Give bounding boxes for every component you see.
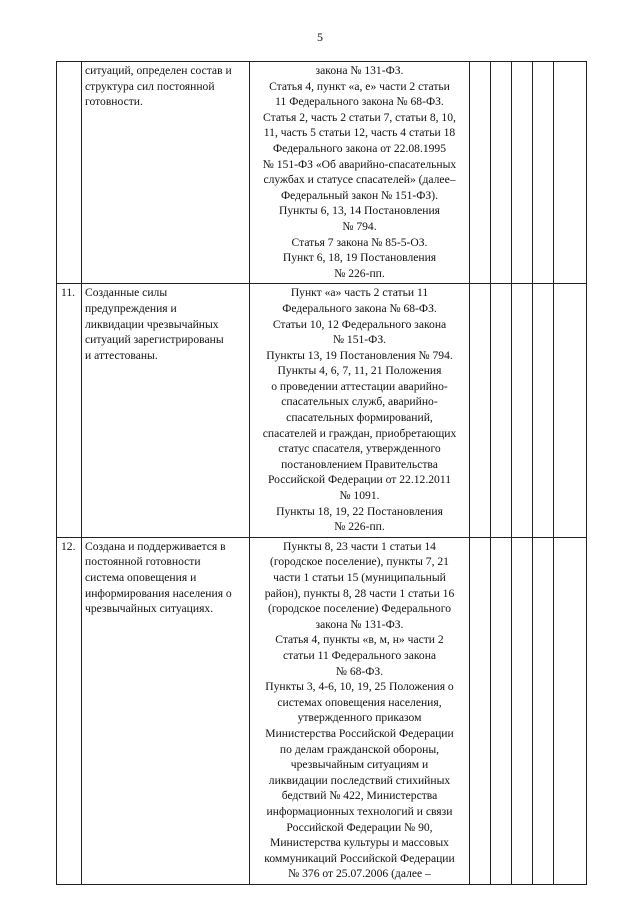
legal-basis-line: Министерства Российской Федерации <box>265 726 454 740</box>
table-row <box>57 537 587 884</box>
legal-basis-cell <box>250 284 470 538</box>
legal-basis-line: утвержденного приказом <box>297 711 422 725</box>
answer-cell <box>533 62 554 284</box>
legal-basis-line: коммуникаций Российской Федерации <box>264 851 455 865</box>
legal-basis-line: информационных технологий и связи <box>266 804 453 818</box>
answer-cell <box>491 284 512 538</box>
legal-basis-line: № 376 от 25.07.2006 (далее – <box>288 867 431 881</box>
legal-basis-line: № 68-ФЗ. <box>335 664 384 678</box>
legal-basis-line: Пункт «а» часть 2 статьи 11 <box>290 286 429 300</box>
answer-cell <box>512 284 533 538</box>
answer-cell <box>554 537 587 884</box>
legal-basis-line: Статья 4, пункты «в, м, н» части 2 <box>275 633 444 647</box>
legal-basis-line: Федеральный закон № 151-ФЗ). <box>280 188 439 202</box>
legal-basis-line: Федерального закона от 22.08.1995 <box>272 141 447 155</box>
table-row <box>57 62 587 284</box>
legal-basis-line: статьи 11 Федерального закона <box>282 648 437 662</box>
page-number: 5 <box>317 30 323 44</box>
legal-basis-line: № 226-пп. <box>334 266 385 280</box>
legal-basis-line: Министерства культуры и массовых <box>270 836 449 850</box>
legal-basis-line: Федерального закона № 68-ФЗ. <box>282 301 437 315</box>
legal-basis-line: службах и статусе спасателей» (далее– <box>263 173 456 187</box>
legal-basis-line: № 151-ФЗ «Об аварийно-спасательных <box>262 157 457 171</box>
legal-basis-line: Пункты 8, 23 части 1 статьи 14 <box>283 539 436 553</box>
legal-basis-line: Статьи 10, 12 Федерального закона <box>272 317 447 331</box>
requirement-line: и аттестованы. <box>85 348 158 362</box>
legal-basis-line: ликвидации последствий стихийных <box>268 773 451 787</box>
requirement-line: готовности. <box>85 95 143 109</box>
requirement-line: Создана и поддерживается в <box>85 539 226 553</box>
legal-basis-line: Статья 7 закона № 85-5-ОЗ. <box>291 235 428 249</box>
legal-basis-line: Пункты 4, 6, 7, 11, 21 Положения <box>277 364 442 378</box>
row-number-cell: 11. <box>57 284 82 538</box>
legal-basis-line: (городское поселение), пункты 7, 21 <box>270 555 449 569</box>
requirement-cell <box>82 284 250 538</box>
legal-basis-line: закона № 131-ФЗ. <box>315 64 404 77</box>
legal-basis-line: Пункты 13, 19 Постановления № 794. <box>266 348 453 362</box>
answer-cell <box>533 537 554 884</box>
requirement-line: система оповещения и <box>85 571 197 584</box>
legal-basis-line: (городское поселение) Федерального <box>267 602 451 616</box>
legal-basis-line: о проведении аттестации аварийно- <box>271 379 448 393</box>
requirements-table <box>56 61 587 885</box>
requirement-line: ликвидации чрезвычайных <box>85 317 219 331</box>
legal-basis-line: Пункт 6, 18, 19 Постановления <box>282 251 437 265</box>
requirement-cell <box>82 537 250 884</box>
legal-basis-line: № 151-ФЗ. <box>332 333 387 347</box>
legal-basis-line: бедствий № 422, Министерства <box>281 789 438 803</box>
legal-basis-cell <box>250 537 470 884</box>
answer-cell <box>491 62 512 284</box>
answer-cell <box>470 62 491 284</box>
legal-basis-line: статус спасателя, утвержденного <box>278 442 441 456</box>
requirement-line: структура сил постоянной <box>85 79 215 93</box>
answer-cell <box>470 284 491 538</box>
legal-basis-line: № 794. <box>342 219 377 233</box>
legal-basis-cell <box>250 62 470 284</box>
legal-basis-line: Российской Федерации № 90, <box>286 820 433 834</box>
table-row <box>57 284 587 538</box>
legal-basis-line: Статья 4, пункт «а, е» части 2 статьи <box>269 79 450 93</box>
requirement-line: ситуаций, определен состав и <box>85 64 232 77</box>
requirement-line: ситуаций зарегистрированы <box>85 333 224 347</box>
requirement-line: Созданные силы <box>85 286 168 300</box>
requirements-table-body <box>57 62 587 885</box>
answer-cell <box>470 537 491 884</box>
legal-basis-line: Пункты 18, 19, 22 Постановления <box>276 504 443 518</box>
legal-basis-line: Российской Федерации от 22.12.2011 <box>267 473 452 487</box>
legal-basis-line: № 1091. <box>339 489 380 503</box>
requirement-line: чрезвычайных ситуациях. <box>85 602 214 616</box>
legal-basis-line: чрезвычайным ситуациям и <box>290 758 429 772</box>
answer-cell <box>533 284 554 538</box>
legal-basis-line: закона № 131-ФЗ. <box>315 617 404 631</box>
legal-basis-line: по делам гражданской обороны, <box>279 742 440 756</box>
answer-cell <box>554 62 587 284</box>
requirement-line: предупреждения и <box>85 301 177 315</box>
legal-basis-line: системах оповещения населения, <box>277 695 442 709</box>
row-number-cell <box>57 62 82 284</box>
answer-cell <box>512 537 533 884</box>
legal-basis-line: Пункты 3, 4-6, 10, 19, 25 Положения о <box>265 680 454 694</box>
legal-basis-line: № 226-пп. <box>334 520 385 534</box>
legal-basis-line: 11 Федерального закона № 68-ФЗ. <box>275 95 444 109</box>
legal-basis-line: район), пункты 8, 28 части 1 статьи 16 <box>264 586 455 600</box>
requirement-line: информирования населения о <box>85 586 232 600</box>
requirement-cell <box>82 62 250 284</box>
answer-cell <box>512 62 533 284</box>
legal-basis-line: спасательных служб, аварийно- <box>281 395 438 409</box>
row-number-cell: 12. <box>57 537 82 884</box>
requirement-line: постоянной готовности <box>85 555 201 569</box>
legal-basis-line: части 1 статьи 15 (муниципальный <box>273 571 446 584</box>
legal-basis-line: Пункты 6, 13, 14 Постановления <box>278 204 441 218</box>
legal-basis-line: 11, часть 5 статьи 12, часть 4 статьи 18 <box>263 126 456 140</box>
answer-cell <box>554 284 587 538</box>
legal-basis-line: постановлением Правительства <box>281 457 438 471</box>
legal-basis-line: Статья 2, часть 2 статьи 7, статьи 8, 10, <box>263 110 456 124</box>
legal-basis-line: спасателей и граждан, приобретающих <box>262 426 457 440</box>
answer-cell <box>491 537 512 884</box>
legal-basis-line: спасательных формирований, <box>286 411 433 425</box>
